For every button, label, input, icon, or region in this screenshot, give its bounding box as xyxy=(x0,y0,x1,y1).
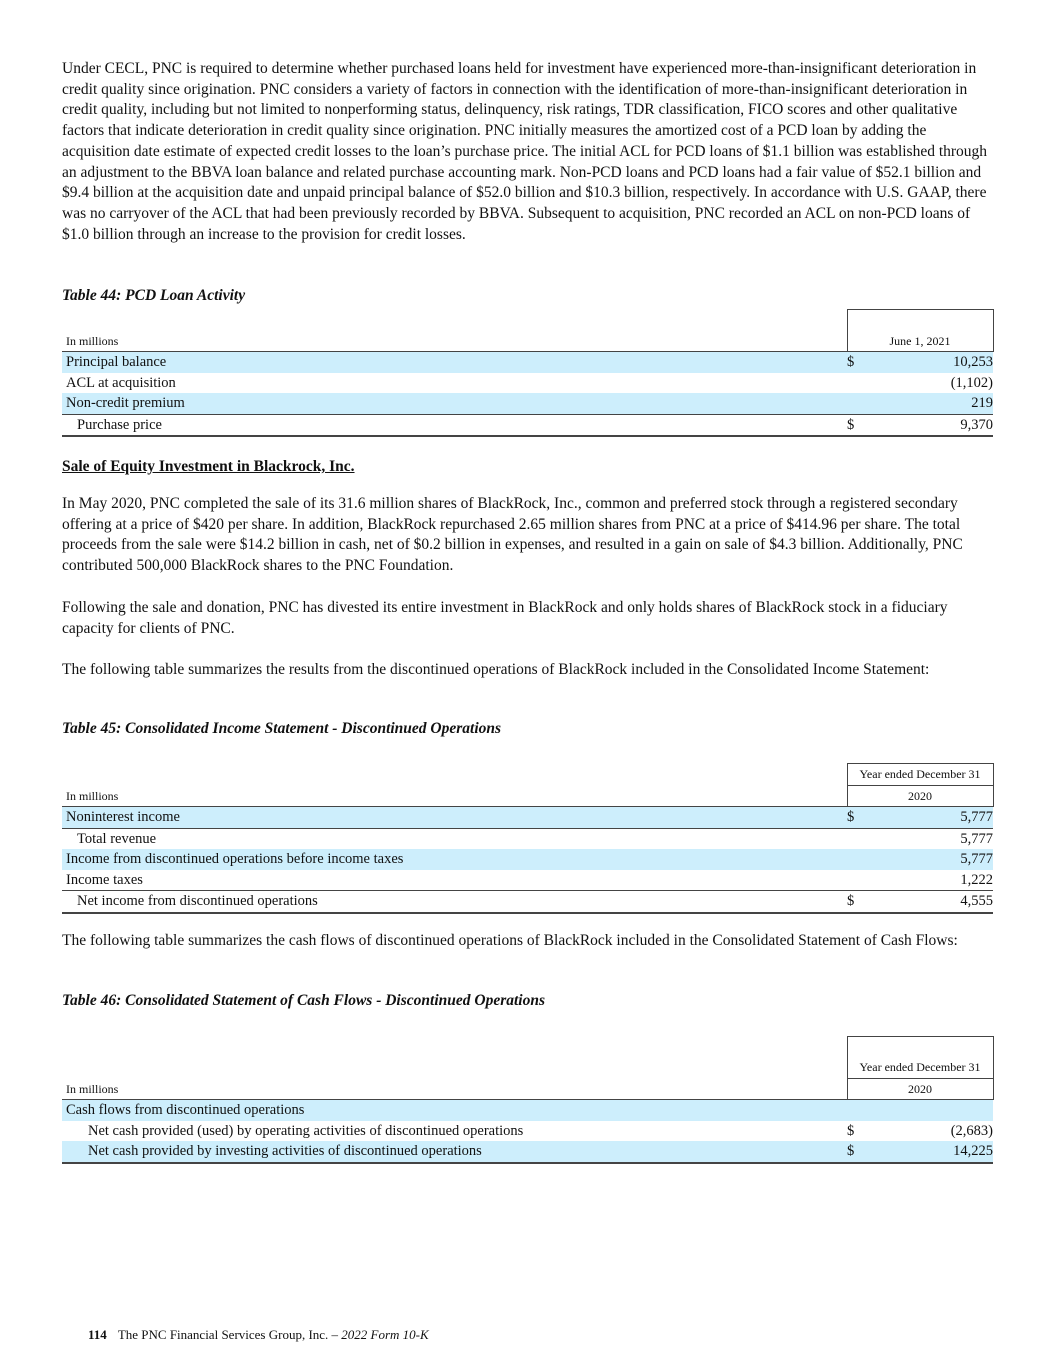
table45-period-header: Year ended December 31 xyxy=(847,764,993,786)
row-label: Cash flows from discontinued operations xyxy=(62,1100,847,1121)
table46-period-header: Year ended December 31 xyxy=(847,1057,993,1078)
table45-unit-label: In millions xyxy=(62,785,847,807)
row-label: Purchase price xyxy=(62,414,847,436)
table45 xyxy=(62,763,994,914)
row-value: 1,222 xyxy=(960,871,994,888)
row-value: 9,370 xyxy=(867,414,993,436)
table44-header-row xyxy=(62,331,993,352)
dollar-sign xyxy=(847,393,867,414)
dollar-sign: $ xyxy=(847,807,867,829)
row-label: Non-credit premium xyxy=(62,393,847,414)
footer-form: 2022 Form 10-K xyxy=(341,1327,429,1342)
footer-company: The PNC Financial Services Group, Inc. – xyxy=(117,1327,339,1342)
row-label: Total revenue xyxy=(62,828,847,849)
dollar-sign: $ xyxy=(847,891,867,913)
row-value: 219 xyxy=(867,393,993,414)
table46-unit-label: In millions xyxy=(62,1078,847,1100)
table46 xyxy=(62,1036,994,1164)
table46-title: Table 46: Consolidated Statement of Cash Flows - Discontinued Operations xyxy=(62,992,545,1009)
page-number: 114 xyxy=(88,1327,107,1342)
blackrock-paragraph-2: Following the sale and donation, PNC has divested its entire investment in BlackRock and only holds shares of BlackRock stock in a fiduciary capacity for clients of PNC. xyxy=(62,599,948,637)
row-value: 4,555 xyxy=(867,891,993,913)
table-row xyxy=(62,1121,993,1142)
row-label: ACL at acquisition xyxy=(66,374,176,391)
dollar-sign xyxy=(847,870,867,891)
row-value: (1,102) xyxy=(950,374,993,391)
row-label: Net cash provided (used) by operating activities of discontinued operations xyxy=(88,1122,524,1139)
table-row xyxy=(62,891,993,913)
row-label: Principal balance xyxy=(62,352,847,373)
table44-title: Table 44: PCD Loan Activity xyxy=(62,287,246,304)
page-footer xyxy=(88,1327,429,1343)
row-value: 14,225 xyxy=(867,1141,993,1163)
table46-header-row xyxy=(62,1078,993,1100)
table44-column-header: June 1, 2021 xyxy=(847,331,993,352)
row-label: Net cash provided by investing activities of discontinued operations xyxy=(62,1141,847,1163)
row-label: Income taxes xyxy=(66,871,143,888)
table-row xyxy=(62,393,993,414)
blackrock-paragraph-3: The following table summarizes the results from the discontinued operations of BlackRock included in the Consolidated Income Statement: xyxy=(62,661,930,678)
row-value: 10,253 xyxy=(867,352,993,373)
table46-period-row xyxy=(62,1057,993,1078)
table-row xyxy=(62,352,993,373)
table-row xyxy=(62,373,993,394)
table45-title: Table 45: Consolidated Income Statement - Discontinued Operations xyxy=(62,720,502,737)
row-value: (2,683) xyxy=(950,1122,993,1139)
section-heading: Sale of Equity Investment in Blackrock, Inc. xyxy=(62,458,355,475)
row-value: 5,777 xyxy=(867,849,993,870)
table-row xyxy=(62,828,993,849)
row-label: Income from discontinued operations before income taxes xyxy=(62,849,847,870)
table46-spacer-row xyxy=(62,1037,993,1058)
dollar-sign: $ xyxy=(847,1122,855,1139)
blackrock-paragraph-1: In May 2020, PNC completed the sale of its 31.6 million shares of BlackRock, Inc., common and preferred stock through a registered secondary offering at a price of $420 per share. In addition, BlackRock repurchased 2.65 million shares from PNC at a price of $414.96 per share. The total proceeds from the sale were $14.2 billion in cash, net of $0.2 billion in expenses, and resulted in a gain on sale of $4.3 billion. Additionally, PNC contributed 500,000 BlackRock shares to the PNC Foundation. xyxy=(62,495,963,575)
table45-header-row xyxy=(62,785,993,807)
table44 xyxy=(62,309,994,437)
table45-year-header: 2020 xyxy=(847,785,993,807)
dollar-sign: $ xyxy=(847,414,867,436)
table44-spacer-row xyxy=(62,310,993,331)
intro-paragraph: Under CECL, PNC is required to determine whether purchased loans held for investment have experienced more-than-insignificant deterioration in credit quality since origination. PNC considers a variety of factors in connection with the identification of more-than-insignificant deterioration in credit quality, including but not limited to nonperforming status, delinquency, risk ratings, TDR classification, FICO scores and other qualitative factors that indicate deterioration in credit quality since origination. PNC initially measures the amortized cost of a PCD loan by adding the acquisition date estimate of expected credit losses to the loan’s purchase price. The initial ACL for PCD loans of $1.1 billion was established through an adjustment to the BBVA loan balance and related purchase accounting mark. Non-PCD loans and PCD loans had a fair value of $52.1 billion and $9.4 billion at the acquisition date and unpaid principal balance of $52.0 billion and $10.3 billion, respectively. In accordance with U.S. GAAP, there was no carryover of the ACL that had been previously recorded by BBVA. Subsequent to acquisition, PNC recorded an ACL on non-PCD loans of $1.0 billion through an increase to the provision for credit losses. xyxy=(62,60,988,243)
row-value: 5,777 xyxy=(867,828,993,849)
table-row xyxy=(62,414,993,436)
row-value: 5,777 xyxy=(867,807,993,829)
table-row xyxy=(62,1141,993,1163)
table-row xyxy=(62,870,993,891)
table-row xyxy=(62,807,993,829)
dollar-sign: $ xyxy=(847,1141,867,1163)
dollar-sign xyxy=(847,849,867,870)
row-value xyxy=(867,1100,993,1121)
dollar-sign xyxy=(847,373,867,394)
table46-year-header: 2020 xyxy=(847,1078,993,1100)
row-label: Noninterest income xyxy=(62,807,847,829)
table45-period-row xyxy=(62,764,993,786)
dollar-sign xyxy=(847,1100,867,1121)
dollar-sign: $ xyxy=(847,352,867,373)
table-row xyxy=(62,1100,993,1121)
table44-unit-label: In millions xyxy=(62,331,847,352)
row-label: Net income from discontinued operations xyxy=(62,891,847,913)
table-row xyxy=(62,849,993,870)
dollar-sign xyxy=(847,828,867,849)
cashflow-paragraph: The following table summarizes the cash flows of discontinued operations of BlackRock included in the Consolidated Statement of Cash Flows: xyxy=(62,932,958,949)
